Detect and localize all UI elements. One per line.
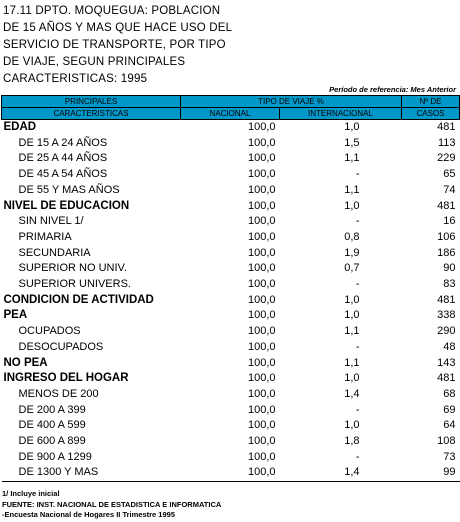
table-row — [2, 465, 460, 481]
row-label: DE 45 A 54 AÑOS — [18, 168, 108, 181]
table-row — [2, 199, 460, 215]
casos-cell: 229 — [437, 152, 456, 165]
table-row — [2, 356, 460, 372]
table-row — [2, 261, 460, 277]
table-row — [2, 340, 460, 356]
nacional-cell: 100,0 — [247, 340, 276, 353]
nacional-cell: 100,0 — [247, 215, 276, 228]
internacional-cell: 1,1 — [344, 325, 360, 338]
row-label: PRIMARIA — [18, 230, 72, 243]
row-label: DE 900 A 1299 — [18, 450, 92, 463]
internacional-cell: - — [355, 340, 360, 353]
internacional-cell: 1,0 — [344, 199, 360, 212]
header-num-de: Nº DE — [402, 96, 460, 108]
nacional-cell: 100,0 — [247, 262, 276, 275]
casos-cell: 143 — [437, 356, 456, 369]
title-line: SERVICIO DE TRANSPORTE, POR TIPO — [3, 39, 226, 51]
internacional-cell: 0,8 — [344, 230, 360, 243]
nacional-cell: 100,0 — [247, 136, 276, 149]
casos-cell: 69 — [443, 403, 456, 416]
internacional-cell: 0,7 — [344, 262, 360, 275]
nacional-cell: 100,0 — [181, 465, 280, 481]
row-label: SECUNDARIA — [18, 246, 91, 259]
header-caracteristicas: CARACTERISTICAS — [2, 108, 181, 120]
table-row — [2, 120, 460, 136]
table-row — [2, 214, 460, 230]
row-label: MENOS DE 200 — [18, 387, 99, 400]
table-body — [2, 120, 460, 482]
internacional-cell: 1,0 — [344, 372, 360, 385]
footnotes — [2, 489, 221, 521]
data-table — [1, 95, 460, 482]
row-label: DE 600 A 899 — [18, 435, 86, 448]
internacional-cell: 1,9 — [344, 246, 360, 259]
nacional-cell: 100,0 — [247, 435, 276, 448]
table-row — [2, 167, 460, 183]
row-label: DE 25 A 44 AÑOS — [18, 152, 108, 165]
row-label: EDAD — [3, 121, 37, 133]
internacional-cell: - — [355, 168, 360, 181]
internacional-cell: 1,4 — [280, 465, 402, 481]
row-label: CONDICION DE ACTIVIDAD — [3, 293, 154, 306]
table-row — [2, 246, 460, 262]
nacional-cell: 100,0 — [247, 325, 276, 338]
casos-cell: 481 — [437, 121, 456, 133]
row-label: NO PEA — [3, 356, 48, 369]
casos-cell: 99 — [402, 465, 460, 481]
table-row — [2, 136, 460, 152]
table-row — [2, 434, 460, 450]
casos-cell: 186 — [437, 246, 456, 259]
casos-cell: 113 — [437, 136, 456, 149]
row-label: INGRESO DEL HOGAR — [3, 372, 129, 385]
casos-cell: 16 — [443, 215, 456, 228]
casos-cell: 481 — [437, 199, 456, 212]
internacional-cell: 1,5 — [344, 136, 360, 149]
internacional-cell: 1,0 — [344, 121, 360, 133]
casos-cell: 481 — [437, 293, 456, 306]
survey-note: -Encuesta Nacional de Hogares II Trimestre 1995 — [2, 510, 175, 519]
table-row — [2, 387, 460, 403]
nacional-cell: 100,0 — [247, 199, 276, 212]
header-internacional: INTERNACIONAL — [280, 108, 402, 120]
table-row — [2, 293, 460, 309]
row-label: DE 55 Y MAS AÑOS — [18, 183, 120, 196]
row-label: OCUPADOS — [18, 325, 81, 338]
table-row — [2, 230, 460, 246]
casos-cell: 83 — [443, 278, 456, 291]
casos-cell: 64 — [443, 419, 456, 432]
casos-cell: 73 — [443, 450, 456, 463]
table-row — [2, 418, 460, 434]
nacional-cell: 100,0 — [247, 168, 276, 181]
table-row — [2, 183, 460, 199]
title-line: 17.11 DPTO. MOQUEGUA: POBLACION — [3, 5, 221, 17]
table-row — [2, 151, 460, 167]
internacional-cell: 1,4 — [344, 387, 360, 400]
row-label: DE 1300 Y MAS — [2, 465, 181, 481]
table-row — [2, 308, 460, 324]
header-principales: PRINCIPALES — [2, 96, 181, 108]
nacional-cell: 100,0 — [247, 309, 276, 322]
internacional-cell: - — [355, 278, 360, 291]
internacional-cell: 1,0 — [344, 293, 360, 306]
row-label: SIN NIVEL 1/ — [18, 215, 84, 228]
internacional-cell: - — [355, 403, 360, 416]
internacional-cell: 1,1 — [344, 183, 360, 196]
table-row — [2, 324, 460, 340]
nacional-cell: 100,0 — [247, 450, 276, 463]
row-label: DE 400 A 599 — [18, 419, 86, 432]
table-row — [2, 371, 460, 387]
nacional-cell: 100,0 — [247, 403, 276, 416]
row-label: DESOCUPADOS — [18, 340, 104, 353]
casos-cell: 74 — [443, 183, 456, 196]
nacional-cell: 100,0 — [247, 121, 276, 133]
nacional-cell: 100,0 — [247, 278, 276, 291]
nacional-cell: 100,0 — [247, 293, 276, 306]
casos-cell: 65 — [443, 168, 456, 181]
row-label: PEA — [3, 309, 28, 322]
casos-cell: 68 — [443, 387, 456, 400]
table-row — [2, 277, 460, 293]
internacional-cell: - — [355, 450, 360, 463]
title-line: DE VIAJE, SEGUN PRINCIPALES — [3, 56, 186, 68]
casos-cell: 106 — [437, 230, 456, 243]
casos-cell: 90 — [443, 262, 456, 275]
casos-cell: 290 — [437, 325, 456, 338]
nacional-cell: 100,0 — [247, 246, 276, 259]
nacional-cell: 100,0 — [247, 230, 276, 243]
header-nacional: NACIONAL — [181, 108, 280, 120]
table-row — [2, 403, 460, 419]
nacional-cell: 100,0 — [247, 356, 276, 369]
internacional-cell: 1,1 — [344, 152, 360, 165]
casos-cell: 108 — [437, 435, 456, 448]
casos-cell: 338 — [437, 309, 456, 322]
nacional-cell: 100,0 — [247, 419, 276, 432]
internacional-cell: 1,0 — [344, 419, 360, 432]
internacional-cell: - — [355, 215, 360, 228]
header-casos: CASOS — [402, 108, 460, 120]
internacional-cell: 1,1 — [344, 356, 360, 369]
internacional-cell: 1,8 — [344, 435, 360, 448]
table-row — [2, 450, 460, 466]
row-label: DE 15 A 24 AÑOS — [18, 136, 108, 149]
casos-cell: 48 — [443, 340, 456, 353]
row-label: SUPERIOR UNIVERS. — [18, 278, 131, 291]
nacional-cell: 100,0 — [247, 372, 276, 385]
source-note: FUENTE: INST. NACIONAL DE ESTADISTICA E INFORMATICA — [2, 499, 222, 509]
row-label: NIVEL DE EDUCACION — [3, 199, 130, 212]
nacional-cell: 100,0 — [247, 387, 276, 400]
table-title — [3, 3, 303, 88]
footnote: 1/ Incluye inicial — [2, 489, 60, 498]
casos-cell: 481 — [437, 372, 456, 385]
row-label: DE 200 A 399 — [18, 403, 86, 416]
internacional-cell: 1,0 — [344, 309, 360, 322]
nacional-cell: 100,0 — [247, 183, 276, 196]
nacional-cell: 100,0 — [247, 152, 276, 165]
title-line: DE 15 AÑOS Y MAS QUE HACE USO DEL — [3, 22, 233, 34]
reference-period: Período de referencia: Mes Anterior — [329, 85, 456, 94]
row-label: SUPERIOR NO UNIV. — [18, 262, 127, 275]
title-line: CARACTERISTICAS: 1995 — [3, 73, 148, 85]
header-tipo-viaje: TIPO DE VIAJE % — [181, 96, 402, 108]
